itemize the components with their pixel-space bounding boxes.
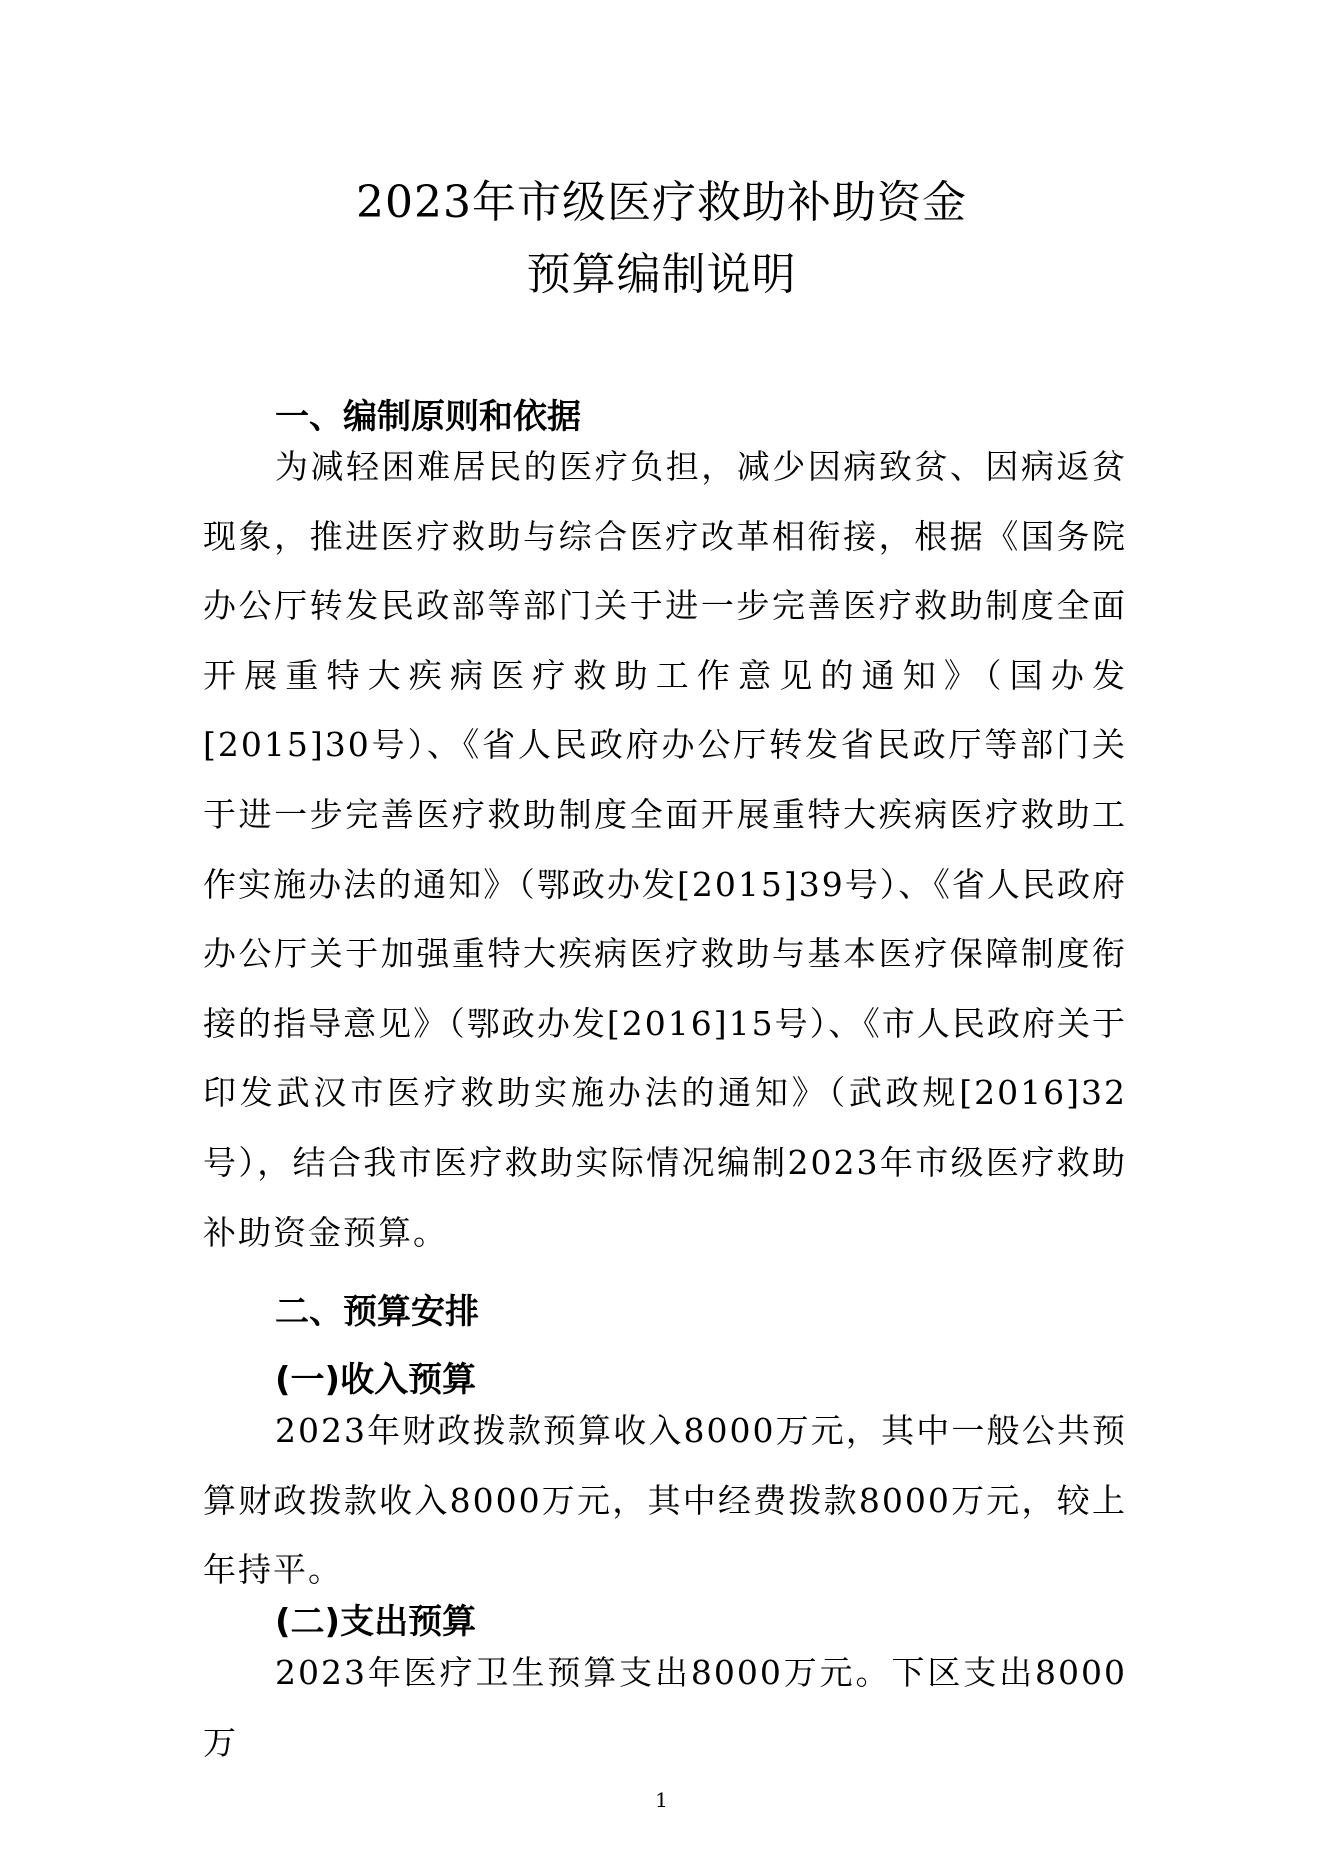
section2-sub1-heading: (一)收入预算 [275, 1360, 477, 1400]
section1-paragraph: 为减轻困难居民的医疗负担，减少因病致贫、因病返贫现象，推进医疗救助与综合医疗改革相衔接，根据《国务院办公厅转发民政部等部门关于进一步完善医疗救助制度全面开展重特大疾病医疗救助工作意见的通知》（国办发[2015]30号）、《省人民政府办公厅转发省民政厅等部门关于进一步完善医疗救助制度全面开展重特大疾病医疗救助工作实施办法的通知》（鄂政办发[2015]39号）、《省人民政府办公厅关于加强重特大疾病医疗救助与基本医疗保障制度衔接的指导意见》（鄂政办发[2016]15号）、《市人民政府关于印发武汉市医疗救助实施办法的通知》（武政规[2016]32号），结合我市医疗救助实际情况编制2023年市级医疗救助补助资金预算。 [203, 447, 1127, 1252]
section1-heading: 一、编制原则和依据 [275, 397, 581, 437]
page-number: 1 [655, 1788, 668, 1812]
document-title-line1: 2023年市级医疗救助补助资金 [356, 177, 967, 228]
section2-sub2-paragraph: 2023年医疗卫生预算支出8000万元。下区支出8000万 [203, 1653, 1127, 1762]
section2-sub2-heading: (二)支出预算 [275, 1602, 477, 1642]
section2-heading: 二、预算安排 [275, 1292, 479, 1332]
section2-sub1-paragraph: 2023年财政拨款预算收入8000万元，其中一般公共预算财政拨款收入8000万元，其中经费拨款8000万元，较上年持平。 [203, 1411, 1127, 1590]
document-title-line2: 预算编制说明 [526, 249, 797, 300]
